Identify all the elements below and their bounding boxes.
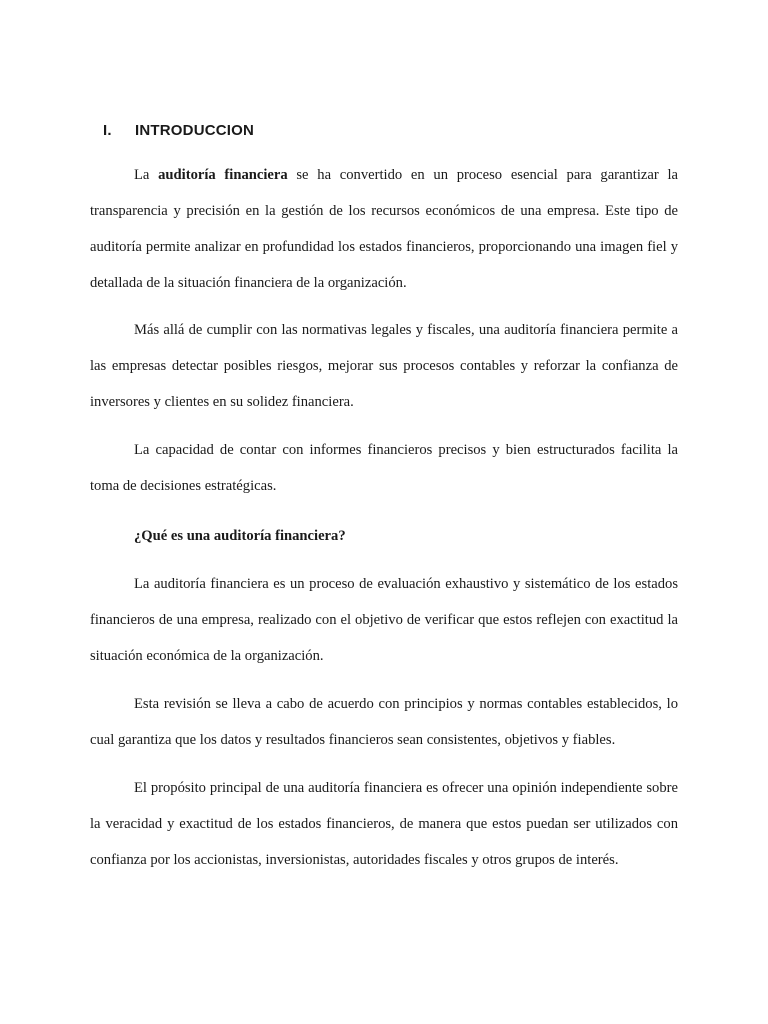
paragraph-intro-bold-term: auditoría financiera [158, 167, 288, 183]
section-heading [103, 122, 254, 139]
subheading-question: ¿Qué es una auditoría financiera? [134, 528, 346, 544]
paragraph-intro [90, 157, 678, 301]
section-title: INTRODUCCION [135, 122, 255, 139]
paragraph-intro-rest: se ha convertido en un proceso esencial para garantizar la transparencia y precisión en la gestión de los recursos económicos de una empresa. Este tipo de auditoría permite analizar en profundidad los estados financieros, proporcionando una imagen fiel y detallada de la situación financiera de la organización. [90, 167, 678, 291]
paragraph-intro-lead: La [134, 167, 159, 183]
paragraph-decisions: La capacidad de contar con informes financieros precisos y bien estructurados facilita la toma de decisiones estratégicas. [90, 442, 678, 494]
paragraph-purpose: El propósito principal de una auditoría financiera es ofrecer una opinión independiente sobre la veracidad y exactitud de los estados financieros, de manera que estos puedan ser utilizados con confianza por los accionistas, inversionistas, autoridades fiscales y otros grupos de interés. [90, 780, 678, 868]
section-number: I. [103, 122, 112, 139]
paragraph-definition: La auditoría financiera es un proceso de evaluación exhaustivo y sistemático de los estados financieros de una empresa, realizado con el objetivo de verificar que estos reflejen con exactitud la situación económica de la organización. [90, 576, 678, 664]
paragraph-regulations: Más allá de cumplir con las normativas legales y fiscales, una auditoría financiera permite a las empresas detectar posibles riesgos, mejorar sus procesos contables y reforzar la confianza de inversores y clientes en su solidez financiera. [90, 322, 678, 410]
paragraph-review: Esta revisión se lleva a cabo de acuerdo con principios y normas contables establecidos, lo cual garantiza que los datos y resultados financieros sean consistentes, objetivos y fiables. [90, 696, 678, 748]
